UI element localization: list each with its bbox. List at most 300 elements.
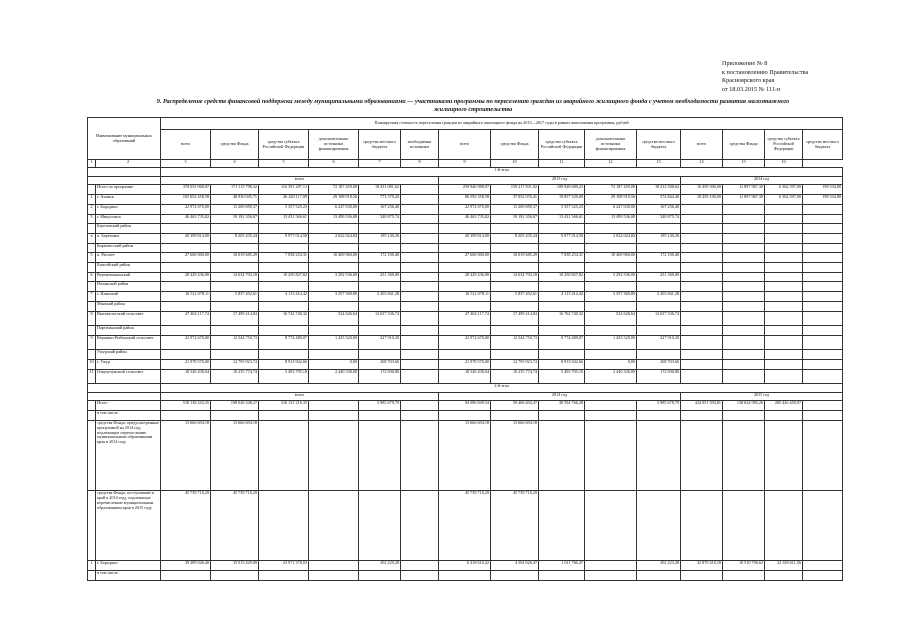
value-cell: [439, 411, 491, 421]
value-cell: 378 053 968,07: [161, 185, 211, 195]
value-cell: 3 357 369,80: [309, 292, 359, 302]
value-cell: 251 369,00: [637, 272, 681, 282]
value-cell: [681, 272, 723, 282]
value-cell: [259, 282, 309, 292]
value-cell: [539, 224, 585, 234]
period-total-label: всего: [161, 176, 439, 184]
value-cell: 19 191 356,67: [211, 214, 259, 224]
value-cell: 424 051 393,81: [681, 401, 723, 411]
value-cell: [309, 301, 359, 311]
value-cell: [211, 350, 259, 360]
value-cell: [401, 326, 439, 336]
value-cell: 21 978 570,00: [439, 360, 491, 370]
value-cell: [723, 350, 765, 360]
value-cell: 22 972 670,00: [439, 204, 491, 214]
value-cell: 13 431 566,61: [539, 214, 585, 224]
value-cell: [585, 282, 637, 292]
value-cell: 195 140,26: [359, 233, 401, 243]
value-cell: 6 362 597,00: [765, 185, 803, 195]
value-cell: [401, 233, 439, 243]
value-cell: [401, 185, 439, 195]
value-cell: [585, 224, 637, 234]
value-cell: [803, 561, 843, 571]
value-cell: [803, 204, 843, 214]
value-cell: [259, 491, 309, 561]
table-row: [88, 571, 843, 581]
value-cell: [161, 326, 211, 336]
value-cell: [765, 243, 803, 253]
value-cell: [803, 411, 843, 421]
value-cell: [765, 360, 803, 370]
value-cell: [723, 292, 765, 302]
stage-2-label: 2-й этап: [161, 384, 843, 392]
municipality-name: средства Фонда, предусмотренные программой на 2014 год, подлежащие перечислению муниципальным образованиям края в 2014 году: [96, 420, 161, 490]
value-cell: [539, 411, 585, 421]
value-cell: 12 795 923,74: [491, 360, 539, 370]
value-cell: 22 359 611,56: [765, 561, 803, 571]
municipality-name: п. Березовка: [96, 233, 161, 243]
value-cell: 12 544 750,73: [491, 335, 539, 350]
value-cell: [439, 301, 491, 311]
cost-group-header: Планируемая стоимость переселения граждан из аварийного жилищного фонда на 2013—2017 годы в рамках выполнения программы, рублей: [161, 118, 843, 130]
value-cell: [259, 350, 309, 360]
value-cell: [491, 571, 539, 581]
value-cell: [585, 263, 637, 273]
value-cell: 45 739 710,29: [439, 491, 491, 561]
column-index-14: 14: [681, 160, 723, 168]
value-cell: [681, 301, 723, 311]
value-cell: [161, 301, 211, 311]
value-cell: 1 611 766,47: [539, 561, 585, 571]
row-number: [88, 420, 96, 490]
municipality-name: г. Минусинск: [96, 214, 161, 224]
value-cell: [765, 350, 803, 360]
value-cell: 773 379,20: [359, 195, 401, 205]
value-cell: [401, 571, 439, 581]
value-cell: [401, 253, 439, 263]
value-cell: [765, 571, 803, 581]
municipality-name: Манский район: [96, 301, 161, 311]
value-cell: [681, 243, 723, 253]
value-cell: [637, 350, 681, 360]
value-cell: [401, 335, 439, 350]
value-cell: [723, 233, 765, 243]
sub-header-12: всего: [681, 130, 723, 160]
value-cell: [491, 301, 539, 311]
value-cell: 116 391 287,13: [259, 185, 309, 195]
value-cell: 27 660 000,00: [439, 253, 491, 263]
value-cell: 16 742 740,32: [259, 311, 309, 326]
table-row: [88, 263, 843, 273]
column-index-9: 9: [439, 160, 491, 168]
value-cell: [161, 263, 211, 273]
value-cell: 285 426 450,07: [765, 401, 803, 411]
value-cell: [401, 311, 439, 326]
column-index-2: 2: [96, 160, 161, 168]
value-cell: [401, 243, 439, 253]
value-cell: 159 217 831,02: [491, 185, 539, 195]
municipality-name: г. Бородино: [96, 561, 161, 571]
value-cell: [259, 243, 309, 253]
value-cell: [309, 224, 359, 234]
value-cell: 3 985 678,79: [637, 401, 681, 411]
value-cell: [723, 571, 765, 581]
municipality-name: средства Фонда, поступившие в край в 2014 году, подлежащие перечислению муниципальным образованиям края в 2015 году: [96, 491, 161, 561]
value-cell: 1 425 520,00: [309, 335, 359, 350]
row-number: [88, 301, 96, 311]
value-cell: [765, 282, 803, 292]
value-cell: 16 512 078,11: [161, 292, 211, 302]
value-cell: [309, 326, 359, 336]
value-cell: 259 946 988,07: [439, 185, 491, 195]
value-cell: 524 626,64: [585, 311, 637, 326]
row-number: 7: [88, 292, 96, 302]
value-cell: [723, 301, 765, 311]
value-cell: 15 015 429,09: [211, 561, 259, 571]
table-row: [88, 243, 843, 253]
row-number: 5: [88, 253, 96, 263]
municipality-name: Березовский район: [96, 224, 161, 234]
value-cell: [637, 411, 681, 421]
value-cell: [803, 401, 843, 411]
municipality-name: г. Иланский: [96, 292, 161, 302]
region-name: Красноярского края: [722, 77, 775, 85]
title-line-2: жилищного строительства: [433, 106, 513, 114]
row-number: [88, 401, 96, 411]
row-number: 8: [88, 311, 96, 326]
value-cell: 45 739 710,29: [211, 491, 259, 561]
sub-header-3: средства субъекта Российской Федерации: [259, 130, 309, 160]
value-cell: 171 115 798,32: [211, 185, 259, 195]
value-cell: [211, 224, 259, 234]
row-number: 1: [88, 195, 96, 205]
table-row: [88, 335, 843, 350]
value-cell: [259, 301, 309, 311]
value-cell: 11 897 967,30: [723, 195, 765, 205]
value-cell: [491, 243, 539, 253]
value-cell: [765, 411, 803, 421]
value-cell: 227 910,20: [637, 335, 681, 350]
value-cell: [491, 282, 539, 292]
sub-header-15: средства местного бюджета: [803, 130, 843, 160]
value-cell: 48 930 045,71: [211, 195, 259, 205]
sub-header-9: средства субъекта Российской Федерации: [539, 130, 585, 160]
value-cell: [803, 233, 843, 243]
value-cell: [723, 243, 765, 253]
value-cell: [401, 272, 439, 282]
column-index-4: 4: [211, 160, 259, 168]
value-cell: 4 113 414,42: [539, 292, 585, 302]
value-cell: [401, 420, 439, 490]
value-cell: [723, 491, 765, 561]
value-cell: [359, 571, 401, 581]
value-cell: 10 019 685,29: [491, 253, 539, 263]
sub-header-row: [88, 130, 843, 160]
value-cell: 574 844,40: [637, 195, 681, 205]
value-cell: 302 223,28: [637, 561, 681, 571]
value-cell: 47 404 117,74: [439, 311, 491, 326]
value-cell: [681, 571, 723, 581]
value-cell: 14 634 703,18: [491, 272, 539, 282]
column-index-8: 8: [401, 160, 439, 168]
value-cell: [401, 411, 439, 421]
value-cell: 18 340 438,64: [161, 369, 211, 384]
value-cell: 251 369,00: [359, 272, 401, 282]
column-index-10: 10: [491, 160, 539, 168]
value-cell: [585, 491, 637, 561]
period-2015-label: 2015 год: [681, 392, 843, 400]
municipality-name: Вершино-Рыбинский сельсовет: [96, 335, 161, 350]
value-cell: [211, 326, 259, 336]
value-cell: [401, 292, 439, 302]
value-cell: 3 985 679,79: [359, 401, 401, 411]
value-cell: [211, 301, 259, 311]
distribution-table: [87, 117, 843, 581]
value-cell: 8 205 435,24: [491, 233, 539, 243]
value-cell: 14 634 703,18: [211, 272, 259, 282]
column-index-7: 7: [359, 160, 401, 168]
municipality-name: в том числе:: [96, 411, 161, 421]
table-row: [88, 401, 843, 411]
value-cell: 39 289 026,40: [161, 561, 211, 571]
value-cell: 195 140,26: [637, 233, 681, 243]
document-title: [88, 98, 858, 114]
value-cell: 47 404 117,74: [161, 311, 211, 326]
value-cell: [359, 282, 401, 292]
row-number: [88, 243, 96, 253]
value-cell: [401, 263, 439, 273]
value-cell: [491, 350, 539, 360]
value-cell: 172 930,80: [637, 369, 681, 384]
value-cell: 8 913 942,66: [259, 360, 309, 370]
value-cell: 32 870 410,18: [681, 561, 723, 571]
value-cell: 340 875,74: [359, 214, 401, 224]
value-cell: 20 399 814,00: [439, 233, 491, 243]
value-cell: 198 026 348,27: [211, 401, 259, 411]
value-cell: [765, 369, 803, 384]
column-index-13: 13: [637, 160, 681, 168]
value-cell: 13 666 694,18: [439, 420, 491, 490]
value-cell: [359, 326, 401, 336]
value-cell: [161, 571, 211, 581]
value-cell: 18 340 438,64: [439, 369, 491, 384]
value-cell: 18 212 508,62: [637, 185, 681, 195]
value-cell: 2 440 330,00: [309, 369, 359, 384]
value-cell: [723, 204, 765, 214]
value-cell: 5 493 795,10: [539, 369, 585, 384]
value-cell: 17 499 214,04: [211, 311, 259, 326]
value-cell: [765, 214, 803, 224]
value-cell: [439, 350, 491, 360]
row-number: [88, 185, 96, 195]
value-cell: [803, 224, 843, 234]
value-cell: 12 637 536,74: [637, 311, 681, 326]
value-cell: [681, 420, 723, 490]
value-cell: [637, 301, 681, 311]
row-number: [88, 571, 96, 581]
value-cell: [681, 214, 723, 224]
value-cell: 172 100,40: [359, 253, 401, 263]
value-cell: [401, 204, 439, 214]
value-cell: 18 431 081,62: [359, 185, 401, 195]
sub-header-6: необходимые источники: [401, 130, 439, 160]
value-cell: 167 256,40: [359, 204, 401, 214]
column-index-1: 1: [88, 160, 96, 168]
value-cell: [681, 204, 723, 214]
municipality-name: Итого: [96, 401, 161, 411]
stage-row: [88, 384, 843, 392]
value-cell: 3 203 841,28: [359, 292, 401, 302]
value-cell: [765, 491, 803, 561]
sub-header-10: дополнительные источники финансирования: [585, 130, 637, 160]
value-cell: [401, 350, 439, 360]
value-cell: 10 235 774,74: [491, 369, 539, 384]
value-cell: 5 357 525,23: [259, 204, 309, 214]
row-number: [88, 326, 96, 336]
value-cell: 16 762 740,32: [539, 311, 585, 326]
value-cell: [803, 282, 843, 292]
value-cell: 3 203 841,28: [637, 292, 681, 302]
row-number: 2: [88, 204, 96, 214]
column-index-16: 16: [765, 160, 803, 168]
value-cell: [259, 411, 309, 421]
value-cell: [401, 301, 439, 311]
appendix-number: Приложение № 8: [722, 60, 768, 67]
value-cell: [723, 214, 765, 224]
value-cell: [681, 253, 723, 263]
value-cell: [539, 243, 585, 253]
value-cell: [539, 571, 585, 581]
value-cell: 94 086 849,54: [439, 401, 491, 411]
value-cell: [539, 263, 585, 273]
value-cell: 518 138 243,35: [161, 401, 211, 411]
value-cell: [637, 491, 681, 561]
value-cell: [585, 243, 637, 253]
value-cell: [211, 571, 259, 581]
table-row: [88, 253, 843, 263]
value-cell: [765, 204, 803, 214]
value-cell: [585, 350, 637, 360]
value-cell: [359, 350, 401, 360]
row-number: 11: [88, 369, 96, 384]
value-cell: [259, 263, 309, 273]
value-cell: [585, 420, 637, 490]
value-cell: 0,00: [309, 360, 359, 370]
value-cell: 10 019 685,29: [211, 253, 259, 263]
value-cell: 59 406 404,47: [491, 401, 539, 411]
value-cell: [765, 326, 803, 336]
period-row: [88, 176, 843, 184]
value-cell: [309, 263, 359, 273]
table-row: [88, 214, 843, 224]
table-row: [88, 195, 843, 205]
value-cell: [161, 411, 211, 421]
value-cell: [585, 571, 637, 581]
value-cell: [765, 292, 803, 302]
value-cell: [803, 253, 843, 263]
row-number: [88, 491, 96, 561]
value-cell: [765, 272, 803, 282]
value-cell: [765, 224, 803, 234]
value-cell: [723, 282, 765, 292]
value-cell: [723, 411, 765, 421]
value-cell: [401, 369, 439, 384]
value-cell: [161, 243, 211, 253]
table-row: [88, 282, 843, 292]
value-cell: 4 113 414,42: [259, 292, 309, 302]
value-cell: [803, 292, 843, 302]
table-row: [88, 420, 843, 490]
value-cell: [359, 491, 401, 561]
value-cell: [803, 243, 843, 253]
value-cell: 2 022 024,84: [585, 233, 637, 243]
value-cell: [765, 420, 803, 490]
value-cell: 86 593 358,58: [439, 195, 491, 205]
value-cell: 1 425 520,00: [585, 335, 637, 350]
value-cell: [309, 420, 359, 490]
column-index-5: 5: [259, 160, 309, 168]
value-cell: [723, 360, 765, 370]
row-number: [88, 224, 96, 234]
value-cell: 46 463 735,02: [439, 214, 491, 224]
stage-1-label: 1-й этап: [161, 168, 843, 176]
municipality-name: Ужурский район: [96, 350, 161, 360]
row-number: 4: [88, 233, 96, 243]
value-cell: [539, 491, 585, 561]
value-cell: [803, 369, 843, 384]
municipality-name: п. Рассвет: [96, 253, 161, 263]
value-cell: [309, 561, 359, 571]
value-cell: 16 459 300,00: [681, 185, 723, 195]
value-cell: [637, 420, 681, 490]
value-cell: [439, 571, 491, 581]
value-cell: [803, 360, 843, 370]
municipality-name: Озероучумский сельсовет: [96, 369, 161, 384]
value-cell: [539, 326, 585, 336]
value-cell: 5 837 452,61: [491, 292, 539, 302]
table-row: [88, 272, 843, 282]
value-cell: [803, 311, 843, 326]
resolution-ref: к постановлению Правительства: [722, 68, 809, 76]
stage-row: [88, 168, 843, 176]
value-cell: 10 469 960,00: [309, 253, 359, 263]
value-cell: 8 913 942,66: [539, 360, 585, 370]
value-cell: [637, 243, 681, 253]
value-cell: [723, 253, 765, 263]
value-cell: [681, 360, 723, 370]
value-cell: 7 038 254,31: [539, 253, 585, 263]
resolution-date: от 18.03.2015 № 111-п: [722, 85, 781, 93]
value-cell: 37 052 076,41: [491, 195, 539, 205]
sub-header-5: средства местного бюджета: [359, 130, 401, 160]
value-cell: 172 100,40: [637, 253, 681, 263]
value-cell: 198 534,80: [803, 195, 843, 205]
value-cell: [359, 301, 401, 311]
value-cell: 12 637 536,74: [359, 311, 401, 326]
municipality-name: Енисейский район: [96, 263, 161, 273]
table-row: [88, 233, 843, 243]
value-cell: [211, 243, 259, 253]
value-cell: [681, 350, 723, 360]
value-cell: 11 897 967,30: [723, 185, 765, 195]
value-cell: 29 108 918,56: [309, 195, 359, 205]
row-number: [88, 411, 96, 421]
column-index-6: 6: [309, 160, 359, 168]
value-cell: 316 131 216,35: [259, 401, 309, 411]
value-cell: 16 512 078,11: [439, 292, 491, 302]
value-cell: [681, 282, 723, 292]
value-cell: [539, 350, 585, 360]
